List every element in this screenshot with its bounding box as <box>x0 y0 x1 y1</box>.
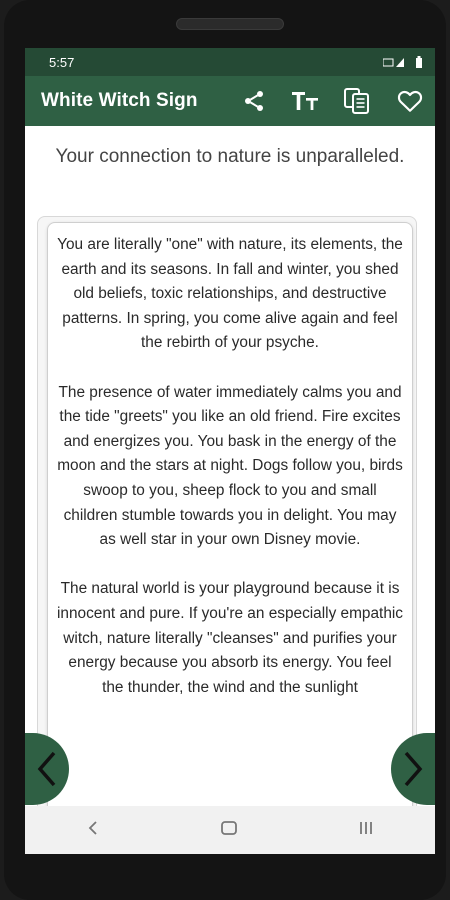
text-size-button[interactable] <box>291 86 321 116</box>
status-bar <box>25 48 435 76</box>
text-size-icon <box>291 89 321 113</box>
home-button[interactable] <box>220 819 238 842</box>
description-card <box>47 222 413 854</box>
favorite-button[interactable] <box>395 86 425 116</box>
system-nav-bar <box>25 806 435 854</box>
paragraph-2: The presence of water immediately calms you and the tide "greets" you like an old friend. Fire excites and energizes you. You bask in the energy of the moon and the stars at night. Dogs follow you, birds swoop to you, sheep flock to you and small children stumble towards you in delight. You may as well star in your own Disney movie. <box>57 383 403 549</box>
recents-icon <box>357 820 375 836</box>
chevron-right-icon <box>400 749 426 789</box>
battery-icon <box>415 56 423 68</box>
signal-icon <box>383 56 411 68</box>
share-icon <box>242 89 266 113</box>
heart-icon <box>397 89 423 113</box>
paragraph-3: The natural world is your playground because it is innocent and pure. If you're an especially empathic witch, nature literally "cleanses" and purifies your energy because you absorb its energy. You feel the thunder, the wind and the sunlight <box>56 580 404 696</box>
app-title: White Witch Sign <box>41 90 198 111</box>
back-button[interactable] <box>85 819 101 842</box>
paragraph-1: You are literally "one" with nature, its elements, the earth and its seasons. In fall and winter, you shed old beliefs, toxic relationships, and destructive patterns. In spring, you come alive again and feel the rebirth of your psyche. <box>57 236 403 352</box>
description-text <box>48 223 412 700</box>
copy-icon <box>343 87 373 115</box>
home-icon <box>220 820 238 836</box>
phone-frame <box>4 0 446 900</box>
share-button[interactable] <box>239 86 269 116</box>
recents-button[interactable] <box>357 819 375 842</box>
back-icon <box>85 820 101 836</box>
app-bar-actions <box>239 86 425 116</box>
copy-button[interactable] <box>343 86 373 116</box>
speaker-grille <box>176 18 284 30</box>
chevron-left-icon <box>34 749 60 789</box>
status-icons <box>383 56 423 68</box>
app-bar <box>25 76 435 126</box>
screen <box>25 48 435 854</box>
status-time: 5:57 <box>49 54 75 70</box>
sign-headline: Your connection to nature is unparalleled. <box>55 146 405 167</box>
